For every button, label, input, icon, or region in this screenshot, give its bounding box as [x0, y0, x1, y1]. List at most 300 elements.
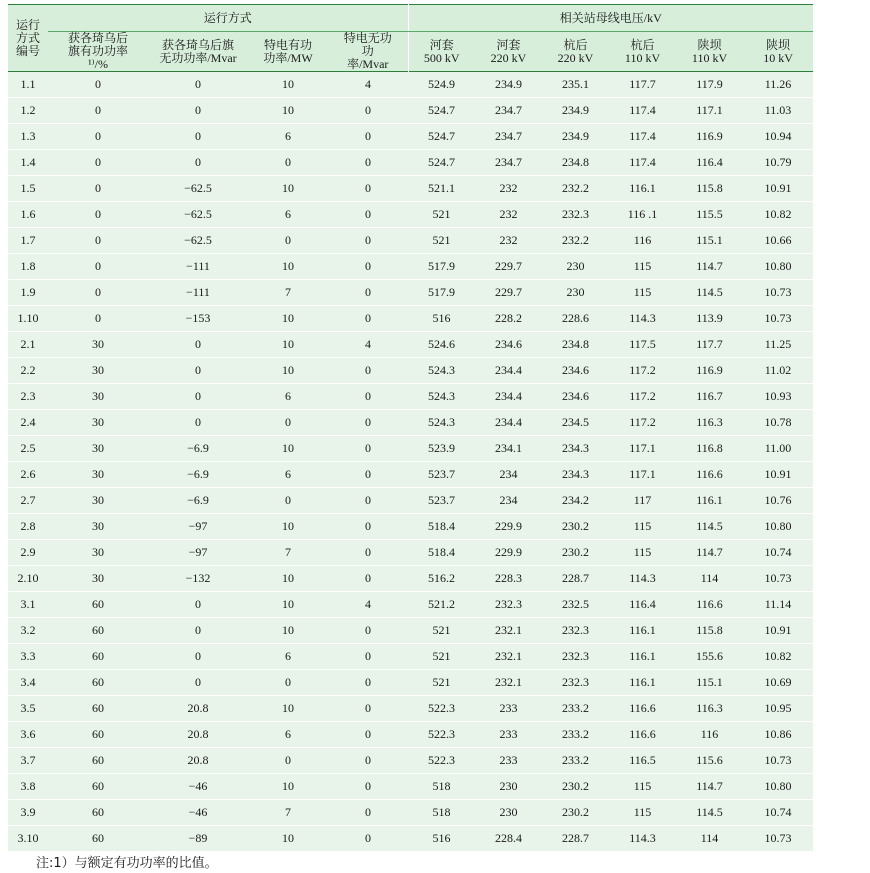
table-cell: −46	[148, 774, 248, 800]
row-id-cell: 2.10	[8, 566, 48, 592]
table-cell: 10.73	[743, 280, 813, 306]
table-cell: 232	[475, 228, 542, 254]
table-cell: 116.3	[676, 696, 743, 722]
table-cell: 228.7	[542, 826, 609, 852]
table-cell: 114.5	[676, 514, 743, 540]
table-cell: 516.2	[408, 566, 475, 592]
table-cell: 524.6	[408, 332, 475, 358]
table-cell: 11.02	[743, 358, 813, 384]
table-cell: 10.93	[743, 384, 813, 410]
table-cell: 115.1	[676, 670, 743, 696]
table-cell: 10.73	[743, 826, 813, 852]
table-cell: 116.6	[609, 696, 676, 722]
table-cell: 30	[48, 384, 148, 410]
table-cell: 0	[328, 384, 408, 410]
table-cell: 0	[48, 124, 148, 150]
table-cell: 115	[609, 254, 676, 280]
table-cell: 0	[248, 150, 328, 176]
table-cell: 0	[328, 410, 408, 436]
header-id-label: 运行方式编号	[15, 17, 40, 58]
table-cell: 0	[48, 202, 148, 228]
table-cell: 0	[248, 748, 328, 774]
table-cell: 60	[48, 618, 148, 644]
table-cell: 10	[248, 176, 328, 202]
table-cell: 10	[248, 592, 328, 618]
table-cell: 0	[248, 488, 328, 514]
table-cell: 10.80	[743, 254, 813, 280]
table-cell: 10.91	[743, 176, 813, 202]
row-id-cell: 3.2	[8, 618, 48, 644]
table-cell: 0	[328, 202, 408, 228]
table-cell: 115.6	[676, 748, 743, 774]
table-cell: 116.9	[676, 124, 743, 150]
table-cell: 0	[328, 514, 408, 540]
table-cell: 230	[542, 280, 609, 306]
table-body	[8, 72, 813, 852]
table-cell: 30	[48, 332, 148, 358]
table-cell: 524.3	[408, 384, 475, 410]
table-cell: 232	[475, 176, 542, 202]
table-row	[8, 592, 813, 618]
table-cell: 10	[248, 306, 328, 332]
table-header	[8, 5, 813, 72]
table-cell: 233	[475, 696, 542, 722]
header-col-6	[475, 32, 542, 72]
table-cell: 60	[48, 670, 148, 696]
table-cell: 233	[475, 722, 542, 748]
table-cell: 10	[248, 696, 328, 722]
table-cell: 232.2	[542, 228, 609, 254]
table-cell: 0	[248, 228, 328, 254]
table-cell: 116.5	[609, 748, 676, 774]
table-cell: 229.9	[475, 514, 542, 540]
table-row	[8, 462, 813, 488]
table-cell: 522.3	[408, 696, 475, 722]
table-cell: 115	[609, 800, 676, 826]
header-col-label: 获各琦乌后旗无功功率/Mvar	[159, 37, 237, 65]
table-cell: 0	[48, 228, 148, 254]
table-cell: −97	[148, 540, 248, 566]
table-cell: 116.1	[676, 488, 743, 514]
table-cell: 117.7	[676, 332, 743, 358]
table-cell: 0	[328, 150, 408, 176]
table-cell: 117.4	[609, 98, 676, 124]
table-cell: 116	[609, 228, 676, 254]
table-cell: 524.3	[408, 410, 475, 436]
table-cell: 228.2	[475, 306, 542, 332]
row-id-cell: 2.8	[8, 514, 48, 540]
table-cell: 232.1	[475, 670, 542, 696]
table-cell: 117	[609, 488, 676, 514]
table-cell: 115.1	[676, 228, 743, 254]
table-cell: 117.5	[609, 332, 676, 358]
table-cell: 117.2	[609, 384, 676, 410]
table-cell: 524.7	[408, 98, 475, 124]
row-id-cell: 3.7	[8, 748, 48, 774]
header-col-8	[609, 32, 676, 72]
table-row	[8, 306, 813, 332]
table-cell: 0	[148, 410, 248, 436]
table-cell: 228.3	[475, 566, 542, 592]
header-col-5	[408, 32, 475, 72]
table-row	[8, 566, 813, 592]
table-cell: 7	[248, 540, 328, 566]
row-id-cell: 2.3	[8, 384, 48, 410]
table-cell: 115	[609, 774, 676, 800]
table-cell: 0	[148, 644, 248, 670]
table-cell: 116.1	[609, 176, 676, 202]
table-row	[8, 150, 813, 176]
table-cell: 0	[148, 72, 248, 98]
table-cell: 0	[328, 436, 408, 462]
table-cell: 10.95	[743, 696, 813, 722]
table-cell: 10	[248, 566, 328, 592]
table-cell: 10.86	[743, 722, 813, 748]
table-cell: 232.2	[542, 176, 609, 202]
table-cell: 10.66	[743, 228, 813, 254]
table-row	[8, 176, 813, 202]
table-cell: 6	[248, 644, 328, 670]
table-cell: 230	[475, 774, 542, 800]
table-cell: 4	[328, 72, 408, 98]
table-cell: 524.3	[408, 358, 475, 384]
table-row	[8, 98, 813, 124]
row-id-cell: 2.2	[8, 358, 48, 384]
table-row	[8, 358, 813, 384]
table-row	[8, 332, 813, 358]
table-cell: 234.5	[542, 410, 609, 436]
table-cell: 115	[609, 540, 676, 566]
header-col-10	[743, 32, 813, 72]
table-cell: 10	[248, 332, 328, 358]
table-cell: 0	[328, 280, 408, 306]
table-cell: 0	[328, 254, 408, 280]
table-cell: 523.7	[408, 462, 475, 488]
table-cell: 232.1	[475, 618, 542, 644]
table-cell: 0	[328, 696, 408, 722]
table-cell: 233.2	[542, 722, 609, 748]
row-id-cell: 2.6	[8, 462, 48, 488]
table-cell: 234.9	[542, 98, 609, 124]
table-cell: 10.94	[743, 124, 813, 150]
table-cell: 10.91	[743, 618, 813, 644]
table-cell: 234.1	[475, 436, 542, 462]
table-cell: 10.76	[743, 488, 813, 514]
table-cell: 60	[48, 800, 148, 826]
table-cell: 10	[248, 618, 328, 644]
table-cell: 517.9	[408, 254, 475, 280]
table-cell: 10	[248, 514, 328, 540]
header-col-4	[328, 32, 408, 72]
table-cell: 524.9	[408, 72, 475, 98]
table-cell: 0	[148, 592, 248, 618]
table-cell: 11.26	[743, 72, 813, 98]
table-cell: 0	[328, 358, 408, 384]
table-cell: 230.2	[542, 540, 609, 566]
table-cell: 0	[248, 410, 328, 436]
row-id-cell: 1.10	[8, 306, 48, 332]
row-id-cell: 1.6	[8, 202, 48, 228]
table-row	[8, 618, 813, 644]
row-id-cell: 3.3	[8, 644, 48, 670]
table-cell: 114.7	[676, 540, 743, 566]
table-cell: 117.1	[609, 436, 676, 462]
table-row	[8, 722, 813, 748]
table-cell: 0	[328, 306, 408, 332]
header-col-label: 特电无功功率/Mvar	[343, 31, 392, 71]
header-col-3	[248, 32, 328, 72]
table-cell: 234.6	[542, 384, 609, 410]
table-cell: 0	[328, 176, 408, 202]
table-cell: 6	[248, 384, 328, 410]
table-cell: 116.8	[676, 436, 743, 462]
table-cell: 232	[475, 202, 542, 228]
table-cell: 230	[475, 800, 542, 826]
table-cell: 116.1	[609, 644, 676, 670]
table-cell: 234.6	[542, 358, 609, 384]
table-cell: 117.9	[676, 72, 743, 98]
table-cell: 0	[328, 800, 408, 826]
table-cell: 116 .1	[609, 202, 676, 228]
table-row	[8, 436, 813, 462]
table-cell: 117.4	[609, 124, 676, 150]
table-cell: 0	[328, 618, 408, 644]
table-cell: 518	[408, 800, 475, 826]
table-cell: 114.3	[609, 566, 676, 592]
table-cell: 521	[408, 228, 475, 254]
table-cell: 523.7	[408, 488, 475, 514]
table-cell: 232.3	[542, 618, 609, 644]
table-cell: 7	[248, 800, 328, 826]
row-id-cell: 3.1	[8, 592, 48, 618]
row-id-cell: 3.4	[8, 670, 48, 696]
table-cell: 518.4	[408, 514, 475, 540]
table-cell: 114.7	[676, 774, 743, 800]
table-cell: 60	[48, 592, 148, 618]
table-cell: 114.7	[676, 254, 743, 280]
table-cell: 524.7	[408, 150, 475, 176]
table-cell: 10	[248, 774, 328, 800]
header-id-col	[8, 5, 48, 72]
table-cell: 234.3	[542, 462, 609, 488]
table-cell: −111	[148, 254, 248, 280]
table-cell: 0	[328, 462, 408, 488]
table-cell: 521	[408, 644, 475, 670]
table-cell: 0	[328, 228, 408, 254]
table-cell: 20.8	[148, 696, 248, 722]
table-cell: 232.3	[542, 670, 609, 696]
row-id-cell: 1.3	[8, 124, 48, 150]
table-cell: −111	[148, 280, 248, 306]
table-cell: 60	[48, 774, 148, 800]
table-cell: 10	[248, 826, 328, 852]
table-cell: 522.3	[408, 748, 475, 774]
table-cell: 114	[676, 826, 743, 852]
table-row	[8, 384, 813, 410]
table-cell: 0	[148, 670, 248, 696]
table-cell: 60	[48, 748, 148, 774]
table-cell: 0	[148, 384, 248, 410]
table-cell: 11.03	[743, 98, 813, 124]
row-id-cell: 3.9	[8, 800, 48, 826]
table-cell: −46	[148, 800, 248, 826]
table-cell: 114.5	[676, 280, 743, 306]
table-cell: 0	[328, 774, 408, 800]
table-row	[8, 696, 813, 722]
table-cell: 30	[48, 514, 148, 540]
table-cell: 10.91	[743, 462, 813, 488]
table-cell: 524.7	[408, 124, 475, 150]
voltage-table	[8, 4, 813, 852]
table-cell: 10.80	[743, 514, 813, 540]
table-cell: 517.9	[408, 280, 475, 306]
header-col-label: 杭后 220 kV	[557, 37, 594, 65]
table-cell: 10.69	[743, 670, 813, 696]
table-cell: 228.7	[542, 566, 609, 592]
table-cell: 10.82	[743, 202, 813, 228]
table-cell: 0	[328, 670, 408, 696]
row-id-cell: 1.8	[8, 254, 48, 280]
table-cell: 521	[408, 202, 475, 228]
table-row	[8, 488, 813, 514]
header-col-label: 河套 220 kV	[490, 37, 527, 65]
table-cell: 230.2	[542, 774, 609, 800]
table-row	[8, 228, 813, 254]
table-cell: 0	[328, 644, 408, 670]
table-cell: 11.00	[743, 436, 813, 462]
table-cell: 10.73	[743, 306, 813, 332]
table-row	[8, 410, 813, 436]
table-row	[8, 826, 813, 852]
table-footnote: 注:1）与额定有功功率的比值。	[36, 856, 218, 871]
table-cell: 228.6	[542, 306, 609, 332]
table-cell: 516	[408, 826, 475, 852]
table-cell: 10	[248, 436, 328, 462]
table-cell: 0	[148, 358, 248, 384]
table-cell: 234.4	[475, 410, 542, 436]
table-row	[8, 280, 813, 306]
table-cell: 116.6	[676, 592, 743, 618]
header-col-label: 特电有功功率/MW	[263, 37, 313, 65]
table-cell: 20.8	[148, 722, 248, 748]
table-cell: 0	[328, 124, 408, 150]
table-cell: 10	[248, 72, 328, 98]
row-id-cell: 3.8	[8, 774, 48, 800]
table-cell: 523.9	[408, 436, 475, 462]
table-cell: 20.8	[148, 748, 248, 774]
table-cell: 30	[48, 540, 148, 566]
table-cell: 114.5	[676, 800, 743, 826]
table-cell: 116	[676, 722, 743, 748]
table-cell: 6	[248, 462, 328, 488]
table-cell: 4	[328, 332, 408, 358]
table-cell: 115	[609, 514, 676, 540]
table-cell: 117.2	[609, 410, 676, 436]
table-cell: 521	[408, 618, 475, 644]
table-cell: 0	[48, 72, 148, 98]
table-cell: 518.4	[408, 540, 475, 566]
header-col-label: 杭后 110 kV	[624, 37, 661, 65]
table-row	[8, 644, 813, 670]
table-cell: 0	[148, 332, 248, 358]
table-cell: 10.78	[743, 410, 813, 436]
table-cell: 0	[328, 826, 408, 852]
table-cell: 10.79	[743, 150, 813, 176]
table-cell: 234.8	[542, 332, 609, 358]
table-cell: 234.6	[475, 332, 542, 358]
row-id-cell: 1.9	[8, 280, 48, 306]
row-id-cell: 2.9	[8, 540, 48, 566]
table-row	[8, 202, 813, 228]
row-id-cell: 3.6	[8, 722, 48, 748]
row-id-cell: 1.5	[8, 176, 48, 202]
table-row	[8, 800, 813, 826]
table-cell: 232.1	[475, 644, 542, 670]
row-id-cell: 1.7	[8, 228, 48, 254]
table-row	[8, 514, 813, 540]
table-cell: 234.2	[542, 488, 609, 514]
table-row	[8, 72, 813, 98]
table-cell: 0	[328, 540, 408, 566]
table-cell: 516	[408, 306, 475, 332]
table-cell: −6.9	[148, 488, 248, 514]
table-cell: −97	[148, 514, 248, 540]
table-cell: 10.74	[743, 800, 813, 826]
header-col-7	[542, 32, 609, 72]
header-group-voltage: 相关站母线电压/kV	[408, 5, 813, 32]
table-cell: 521	[408, 670, 475, 696]
table-cell: 117.7	[609, 72, 676, 98]
table-cell: 113.9	[676, 306, 743, 332]
table-cell: 233.2	[542, 696, 609, 722]
row-id-cell: 2.5	[8, 436, 48, 462]
table-cell: 117.2	[609, 358, 676, 384]
table-cell: 0	[148, 124, 248, 150]
table-cell: 234.7	[475, 124, 542, 150]
row-id-cell: 1.4	[8, 150, 48, 176]
table-cell: 116.9	[676, 358, 743, 384]
table-cell: 0	[48, 306, 148, 332]
table-cell: 30	[48, 436, 148, 462]
table-cell: 230	[542, 254, 609, 280]
table-cell: 0	[48, 176, 148, 202]
table-cell: 0	[328, 748, 408, 774]
table-cell: 114.3	[609, 306, 676, 332]
table-cell: −62.5	[148, 228, 248, 254]
table-row	[8, 254, 813, 280]
table-cell: 6	[248, 722, 328, 748]
table-cell: 6	[248, 124, 328, 150]
table-cell: 518	[408, 774, 475, 800]
header-col-2	[148, 32, 248, 72]
table-cell: 0	[148, 98, 248, 124]
table-cell: −6.9	[148, 462, 248, 488]
header-col-label: 陕坝 110 kV	[691, 37, 728, 65]
table-cell: 234	[475, 462, 542, 488]
table-cell: 233.2	[542, 748, 609, 774]
row-id-cell: 3.5	[8, 696, 48, 722]
header-col-label: 陕坝 10 kV	[763, 37, 793, 65]
table-cell: 234.7	[475, 150, 542, 176]
table-cell: 235.1	[542, 72, 609, 98]
table-cell: 0	[328, 722, 408, 748]
table-cell: 0	[48, 98, 148, 124]
table-cell: 0	[328, 98, 408, 124]
table-cell: 117.1	[609, 462, 676, 488]
table-cell: 114.3	[609, 826, 676, 852]
table-cell: 155.6	[676, 644, 743, 670]
table-cell: 60	[48, 696, 148, 722]
